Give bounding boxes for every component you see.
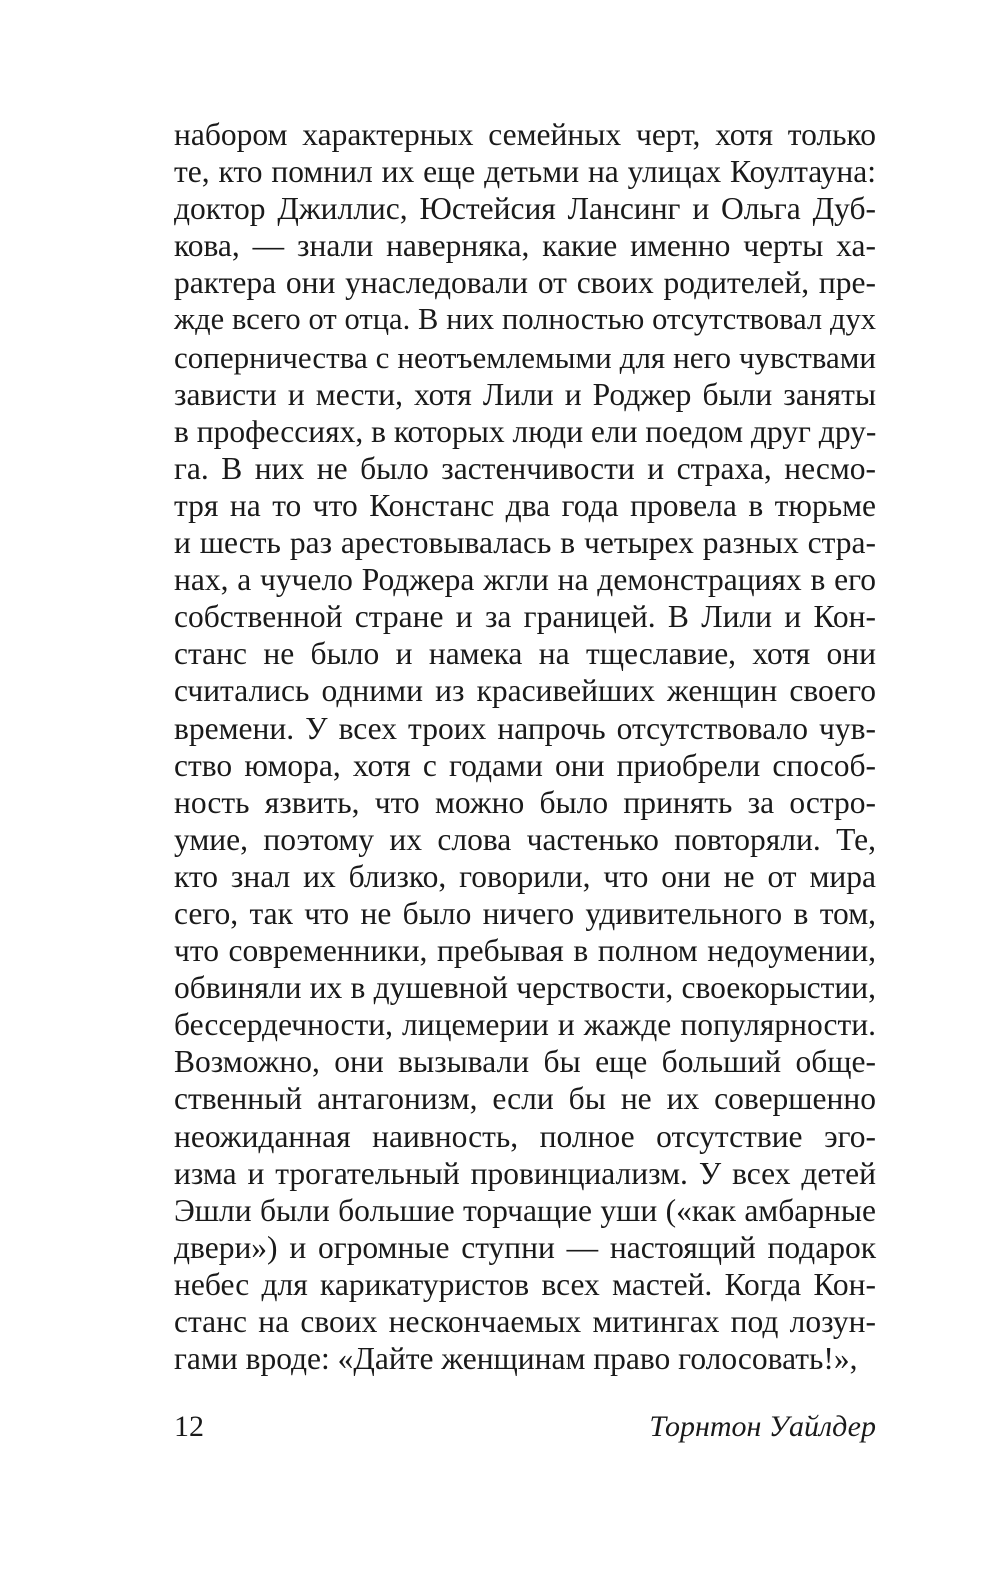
text-line: станс не было и намека на тщеславие, хотя они [174,636,876,672]
text-line: рактера они унаследовали от своих родителей, пре- [174,265,876,301]
text-line: гами вроде: «Дайте женщинам право голосовать!», [174,1341,858,1377]
text-line: и шесть раз арестовывалась в четырех разных стра- [174,525,876,561]
text-line: двери») и огромные ступни — настоящий подарок [174,1229,876,1265]
text-line: бессердечности, лицемерии и жажде популярности. [174,1007,876,1043]
text-line: кова, — знали наверняка, какие именно черты ха- [174,228,876,264]
text-line: времени. У всех троих напрочь отсутствовало чув- [174,710,876,746]
text-line: сего, так что не было ничего удивительного в том, [174,895,876,931]
text-line: что современники, пребывая в полном недоумении, [174,933,876,969]
text-line: обвиняли их в душевной черствости, своекорыстии, [174,970,876,1006]
text-line: ство юмора, хотя с годами они приобрели способ- [174,747,876,783]
text-line: умие, поэтому их слова частенько повторяли. Те, [174,821,876,857]
text-line: ность язвить, что можно было принять за остро- [174,784,876,820]
page-footer [174,1410,876,1450]
text-line: изма и трогательный провинциализм. У всех детей [174,1155,876,1191]
text-line: станс на своих нескончаемых митингах под лозун- [174,1304,876,1339]
text-line: собственной стране и за границей. В Лили и Кон- [174,599,876,635]
text-line: те, кто помнил их еще детьми на улицах Коултауна: [174,154,876,190]
text-line: набором характерных семейных черт, хотя только [174,117,876,152]
text-line: в профессиях, в которых люди ели поедом друг дру- [174,413,877,449]
text-line: Эшли были большие торчащие уши («как амбарные [174,1192,876,1228]
text-line: нах, а чучело Роджера жгли на демонстрациях в его [174,562,876,598]
text-line: Возможно, они вызывали бы еще больший обще- [174,1044,876,1080]
text-line: жде всего от отца. В них полностью отсутствовал дух [174,302,876,337]
text-line: зависти и мести, хотя Лили и Роджер были заняты [174,376,876,412]
text-line: ственный антагонизм, если бы не их совершенно [174,1081,876,1117]
page-number: 12 [174,1410,204,1443]
text-line: соперничества с неотъемлемыми для него чувствами [174,339,876,375]
body-text [174,116,876,1377]
running-author: Торнтон Уайлдер [649,1410,876,1443]
text-line: считались одними из красивейших женщин своего [174,673,876,709]
text-line: га. В них не было застенчивости и страха, несмо- [174,450,876,486]
text-line: тря на то что Констанс два года провела в тюрьме [174,487,876,523]
text-line: доктор Джиллис, Юстейсия Лансинг и Ольга Дуб- [174,191,876,227]
text-line: неожиданная наивность, полное отсутствие эго- [174,1118,876,1154]
text-line: кто знал их близко, говорили, что они не от мира [174,858,876,894]
text-line: небес для карикатуристов всех мастей. Когда Кон- [174,1266,876,1302]
